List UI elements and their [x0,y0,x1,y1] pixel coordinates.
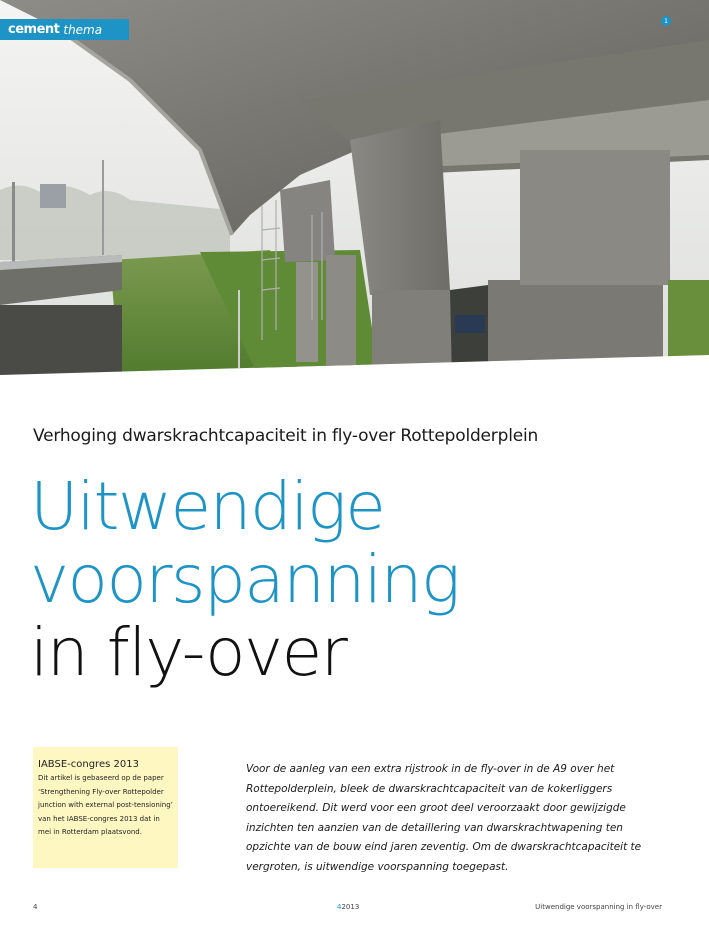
title-line-3: in fly-over [30,614,347,691]
issue-year: 2013 [341,903,360,911]
sidebar-box [33,747,178,868]
article-intro: Voor de aanleg van een extra rijstrook in de fly-over in de A9 over het Rottepolderplein, bleek de dwarskrachtcapaciteit van de kokerliggers ontoereikend. Dit werd voor een groot deel veroorzaakt door gewijzigde inzichten ten aanzien van de detaillering van dwarskrachtwapening ten opzichte van de bouw eind jaren zeventig. Om de dwarskrachtcapaciteit te vergroten, is uitwendige voorspanning toegepast. [246,763,642,873]
page-marker: 1 [661,16,671,26]
sidebar-body: Dit artikel is gebaseerd op de paper ‘Strengthening Fly-over Rottepolder junction with external post-tensioning’ van het IABSE-congres 2013 dat in mei in Rotterdam plaatsvond. [38,774,173,836]
running-title: Uitwendige voorspanning in fly-over [535,903,662,911]
title-line-2: voorspanning [30,541,460,618]
issue-number: 4 [337,903,342,911]
brand-logo: cement [8,22,60,37]
title-line-1: Uitwendige [30,468,385,545]
bridge-photo-icon [0,0,709,400]
hero-photo [0,0,709,400]
issue-label [337,903,359,911]
article-title [30,470,690,689]
page-number: 4 [33,903,38,911]
section-label: thema [63,22,103,37]
sidebar-title: IABSE-congres 2013 [38,759,139,770]
article-subtitle: Verhoging dwarskrachtcapaciteit in fly-over Rottepolderplein [33,426,539,446]
section-tag [0,19,129,40]
page-footer [0,903,709,917]
